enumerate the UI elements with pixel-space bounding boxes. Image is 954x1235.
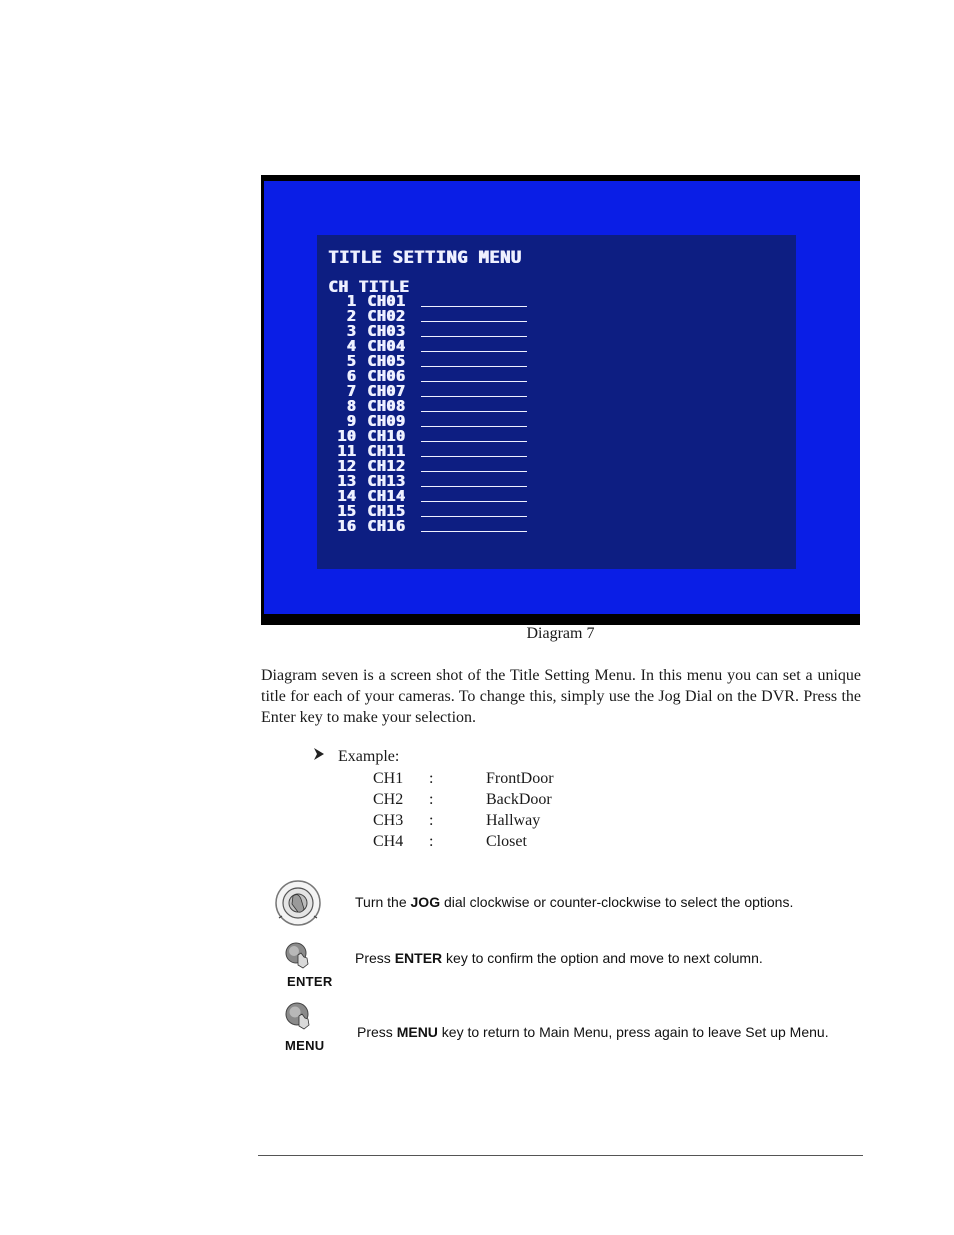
channel-row	[328, 414, 527, 429]
description-paragraph: Diagram seven is a screen shot of the Title Setting Menu. In this menu you can set a unique title for each of your cameras. To change this, simply use the Jog Dial on the DVR. Press the Enter key to make your selection.	[261, 667, 861, 726]
example-row	[373, 768, 673, 789]
example-channel: CH3	[373, 812, 404, 829]
channel-number: 2	[346, 307, 356, 325]
example-title: Hallway	[486, 812, 541, 829]
title-entry-underline	[421, 381, 527, 382]
channel-number: 11	[336, 442, 356, 460]
title-entry-underline	[421, 441, 527, 442]
title-entry-underline	[421, 501, 527, 502]
example-title: BackDoor	[486, 791, 552, 808]
channel-row	[328, 294, 527, 309]
channel-row	[328, 519, 527, 534]
channel-row	[328, 489, 527, 504]
example-row	[373, 810, 673, 831]
title-entry-underline	[421, 531, 527, 532]
channel-number: 15	[336, 502, 356, 520]
channel-title: CH03	[367, 322, 406, 340]
example-title: Closet	[486, 833, 527, 850]
channel-number: 4	[346, 337, 356, 355]
example-channel: CH2	[373, 791, 404, 808]
menu-key-name: MENU	[396, 1024, 438, 1040]
title-entry-underline	[421, 456, 527, 457]
title-entry-underline	[421, 426, 527, 427]
channel-title: CH04	[367, 337, 406, 355]
channel-row	[328, 309, 527, 324]
channel-number: 3	[346, 322, 356, 340]
channel-number: 13	[336, 472, 356, 490]
example-separator: :	[429, 812, 434, 829]
channel-title: CH05	[367, 352, 406, 370]
channel-row	[328, 429, 527, 444]
channel-title: CH06	[367, 367, 406, 385]
example-title: FrontDoor	[486, 770, 554, 787]
enter-instruction: Press ENTER key to confirm the option and move to next column.	[355, 950, 763, 966]
example-channel: CH4	[373, 833, 404, 850]
title-entry-underline	[421, 411, 527, 412]
title-entry-underline	[421, 306, 527, 307]
menu-instruction: Press MENU key to return to Main Menu, press again to leave Set up Menu.	[357, 1024, 829, 1040]
col-title-header: TITLE	[358, 277, 410, 296]
example-label: Example:	[338, 748, 400, 765]
channel-number: 7	[346, 382, 356, 400]
channel-title: CH02	[367, 307, 406, 325]
menu-key-icon	[283, 1001, 315, 1033]
channel-number: 5	[346, 352, 356, 370]
channel-row	[328, 339, 527, 354]
channel-title: CH13	[367, 472, 406, 490]
channel-title: CH12	[367, 457, 406, 475]
title-entry-underline	[421, 351, 527, 352]
title-entry-underline	[421, 516, 527, 517]
menu-title: TITLE SETTING MENU	[328, 248, 522, 268]
title-entry-underline	[421, 366, 527, 367]
channel-row	[328, 369, 527, 384]
channel-title: CH07	[367, 382, 406, 400]
title-entry-underline	[421, 486, 527, 487]
channel-number: 1	[346, 292, 356, 310]
footer-rule	[258, 1155, 863, 1156]
title-entry-underline	[421, 396, 527, 397]
title-entry-underline	[421, 336, 527, 337]
channel-title: CH15	[367, 502, 406, 520]
channel-row	[328, 459, 527, 474]
example-separator: :	[429, 791, 434, 808]
channel-title: CH10	[367, 427, 406, 445]
jog-dial-icon	[273, 878, 325, 930]
jog-instruction: Turn the JOG dial clockwise or counter-clockwise to select the options.	[355, 894, 794, 910]
channel-row	[328, 384, 527, 399]
channel-number: 10	[336, 427, 356, 445]
channel-title: CH11	[367, 442, 406, 460]
channel-title: CH14	[367, 487, 406, 505]
channel-row	[328, 354, 527, 369]
example-separator: :	[429, 770, 434, 787]
screen-frame	[264, 181, 860, 614]
enter-key-icon	[283, 941, 313, 971]
channel-title: CH01	[367, 292, 406, 310]
channel-title: CH09	[367, 412, 406, 430]
example-list	[373, 768, 673, 852]
channel-number: 16	[336, 517, 356, 535]
channel-row	[328, 474, 527, 489]
channel-row	[328, 444, 527, 459]
jog-key-name: JOG	[410, 894, 441, 910]
arrow-bullet-icon	[312, 747, 338, 766]
channel-number: 6	[346, 367, 356, 385]
title-entry-underline	[421, 471, 527, 472]
channel-number: 14	[336, 487, 356, 505]
example-separator: :	[429, 833, 434, 850]
menu-key-label: MENU	[285, 1038, 325, 1053]
enter-key-label: ENTER	[287, 974, 333, 989]
channel-title: CH08	[367, 397, 406, 415]
channel-title-list	[328, 294, 527, 534]
example-row	[373, 831, 673, 852]
example-row	[373, 789, 673, 810]
example-heading	[312, 747, 399, 766]
title-entry-underline	[421, 321, 527, 322]
enter-key-name: ENTER	[394, 950, 443, 966]
channel-row	[328, 399, 527, 414]
col-ch-header: CH	[328, 277, 349, 296]
title-setting-panel	[317, 235, 796, 569]
channel-number: 9	[346, 412, 356, 430]
channel-number: 12	[336, 457, 356, 475]
dvr-screenshot	[261, 175, 860, 625]
channel-row	[328, 324, 527, 339]
channel-number: 8	[346, 397, 356, 415]
diagram-caption: Diagram 7	[526, 625, 595, 642]
example-channel: CH1	[373, 770, 404, 787]
channel-title: CH16	[367, 517, 406, 535]
channel-row	[328, 504, 527, 519]
